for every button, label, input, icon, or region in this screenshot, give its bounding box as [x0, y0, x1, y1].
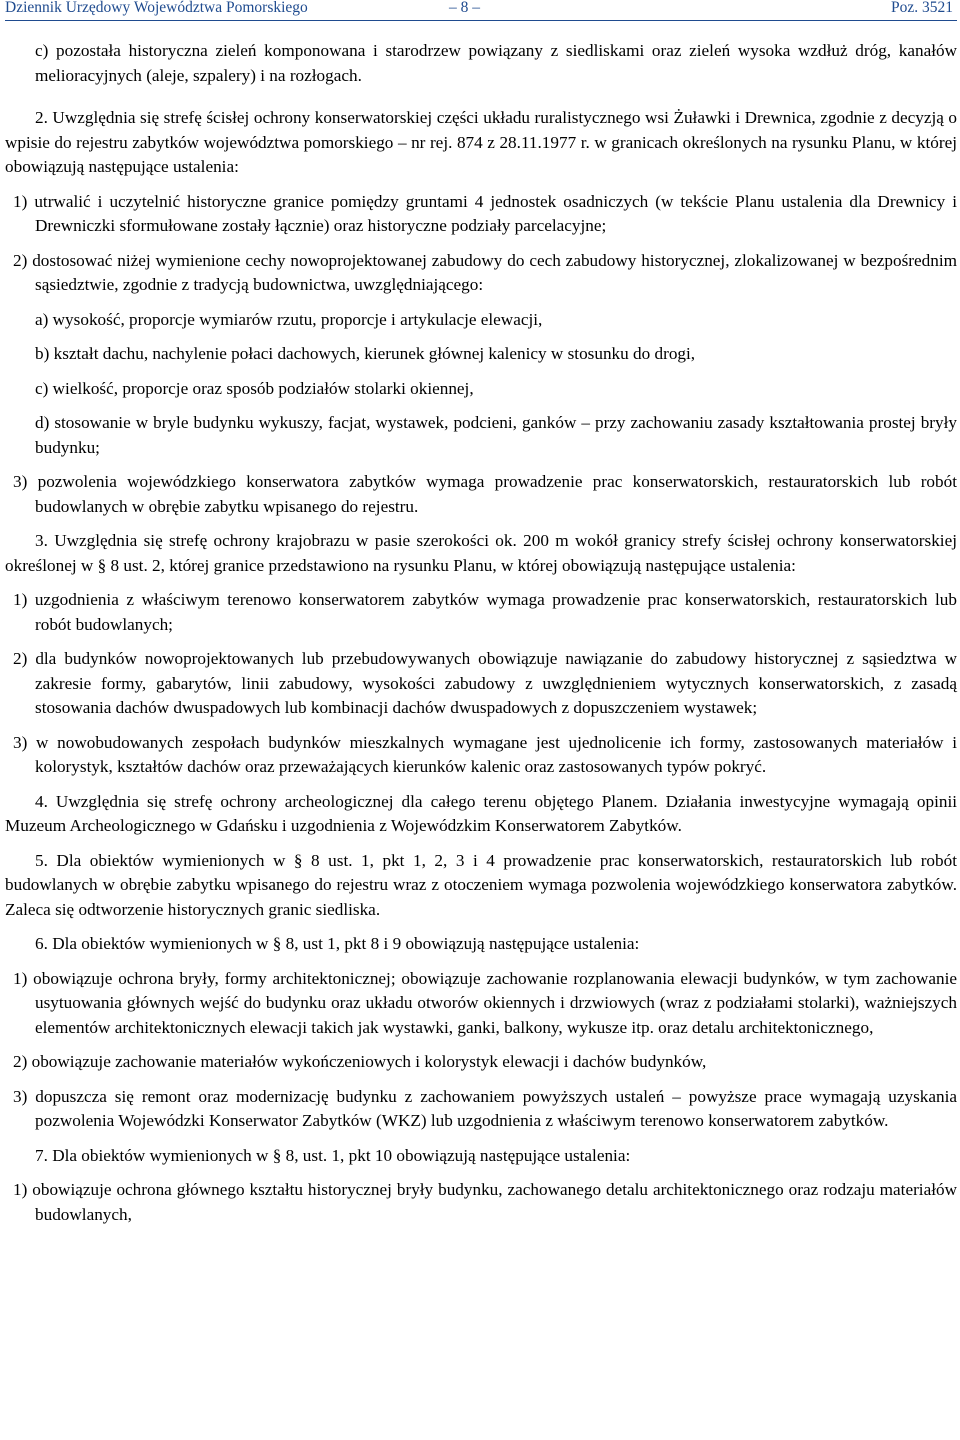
section-4: 4. Uwzględnia się strefę ochrony archeologicznej dla całego terenu objętego Planem. Działania inwestycyjne wymagają opinii Muzeum Archeologicznego w Gdańsku i uzgodnienia z Wojewódzkim Konserwatorem Zabytków.: [5, 791, 957, 835]
section-2: 2. Uwzględnia się strefę ścisłej ochrony konserwatorskiej części układu ruralistycznego wsi Żuławki i Drewnica, zgodnie z decyzją o wpisie do rejestru zabytków województwa pomorskiego – nr rej. 874 z 28.11.1977 r. w granicach określonych na rysunku Planu, w której obowiązują następujące ustalenia:: [5, 108, 957, 176]
section-7-item-1: 1) obowiązuje ochrona głównego kształtu historycznej bryły budynku, zachowanego detalu architektonicznego oraz rodzaju materiałów budowlanych,: [13, 1180, 957, 1224]
section-6: 6. Dla obiektów wymienionych w § 8, ust 1, pkt 8 i 9 obowiązują następujące ustalenia:: [35, 934, 640, 953]
journal-title: Dziennik Urzędowy Województwa Pomorskiego: [5, 0, 308, 16]
section-2-subitem-b: b) kształt dachu, nachylenie połaci dachowych, kierunek głównej kalenicy w stosunku do drogi,: [35, 344, 696, 363]
section-6-item-3: 3) dopuszcza się remont oraz modernizację budynku z zachowaniem powyższych ustaleń – powyższe prace wymagają uzyskania pozwolenia Wojewódzki Konserwator Zabytków (WKZ) lub uzgodnienia z właściwym terenowo konserwatorem zabytków.: [13, 1086, 957, 1130]
section-3-item-3: 3) w nowobudowanych zespołach budynków mieszkalnych wymagane jest ujednolicenie ich formy, zastosowanych materiałów i kolorystyk, kształtów dachów oraz przeważających kierunków kalenic oraz zastosowanych typów pokryć.: [13, 732, 957, 776]
section-3: 3. Uwzględnia się strefę ochrony krajobrazu w pasie szerokości ok. 200 m wokół granicy strefy ścisłej ochrony konserwatorskiej określonej w § 8 ust. 2, której granice przedstawiono na rysunku Planu, w której obowiązują następujące ustalenia:: [5, 531, 957, 575]
position-number: Poz. 3521: [891, 0, 953, 16]
section-5: 5. Dla obiektów wymienionych w § 8 ust. 1, pkt 1, 2, 3 i 4 prowadzenie prac konserwatorskich, restauratorskich lub robót budowlanych w obrębie zabytku wpisanego do rejestru wraz z otoczeniem wymaga pozwolenia wojewódzkiego konserwatora zabytków. Zaleca się odtworzenie historycznych granic siedliska.: [5, 850, 957, 919]
section-2-item-2: 2) dostosować niżej wymienione cechy nowoprojektowanej zabudowy do cech zabudowy historycznej, zlokalizowanej w bezpośrednim sąsiedztwie, zgodnie z tradycją budownictwa, uwzględniającego:: [13, 250, 957, 294]
section-2-item-3: 3) pozwolenia wojewódzkiego konserwatora zabytków wymaga prowadzenie prac konserwatorskich, restauratorskich lub robót budowlanych w obrębie zabytku wpisanego do rejestru.: [13, 472, 957, 516]
page-header: [5, 0, 957, 21]
section-6-item-1: 1) obowiązuje ochrona bryły, formy architektonicznej; obowiązuje zachowanie rozplanowania elewacji budynków, w tym zachowanie usytuowania głównych wejść do budynku oraz układu otworów okiennych i drzwiowych (wraz z podziałami stolarki), ważniejszych elementów architektonicznych elewacji takich jak wystawki, ganki, balkony, wykusze itp. oraz detalu architektonicznego,: [13, 968, 957, 1037]
section-3-item-2: 2) dla budynków nowoprojektowanych lub przebudowywanych obowiązuje nawiązanie do zabudowy historycznej z sąsiedztwa w zakresie formy, gabarytów, linii zabudowy, wysokości zabudowy z uwzględnieniem wytycznych konserwatorskich, z zasadą stosowania dachów dwuspadowych lub kombinacji dachów dwuspadowych z dopuszczeniem wystawek;: [13, 649, 957, 717]
page-number: – 8 –: [449, 0, 480, 16]
section-2-subitem-d: d) stosowanie w bryle budynku wykuszy, facjat, wystawek, podcieni, ganków – przy zachowaniu zasady kształtowania prostej bryły budynku;: [35, 413, 957, 457]
section-2-subitem-c: c) wielkość, proporcje oraz sposób podziałów stolarki okiennej,: [35, 378, 474, 398]
section-2-subitem-a: a) wysokość, proporcje wymiarów rzutu, proporcje i artykulacje elewacji,: [35, 309, 543, 329]
section-7: 7. Dla obiektów wymienionych w § 8, ust. 1, pkt 10 obowiązują następujące ustalenia:: [35, 1145, 631, 1165]
section-2-item-1: 1) utrwalić i uczytelnić historyczne granice pomiędzy gruntami 4 jednostek osadniczych (w tekście Planu ustalenia dla Drewnicy i Drewniczki sformułowane zostały łącznie) oraz historyczne podziały parcelacyjne;: [13, 191, 957, 235]
item-c-continuation: c) pozostała historyczna zieleń komponowana i starodrzew powiązany z siedliskami oraz zieleń wysoka wzdłuż dróg, kanałów melioracyjnych (aleje, szpalery) i na rozłogach.: [35, 41, 957, 85]
section-6-item-2: 2) obowiązuje zachowanie materiałów wykończeniowych i kolorystyk elewacji i dachów budynków,: [13, 1052, 707, 1071]
section-3-item-1: 1) uzgodnienia z właściwym terenowo konserwatorem zabytków wymaga prowadzenie prac konserwatorskich, restauratorskich lub robót budowlanych;: [13, 590, 957, 634]
